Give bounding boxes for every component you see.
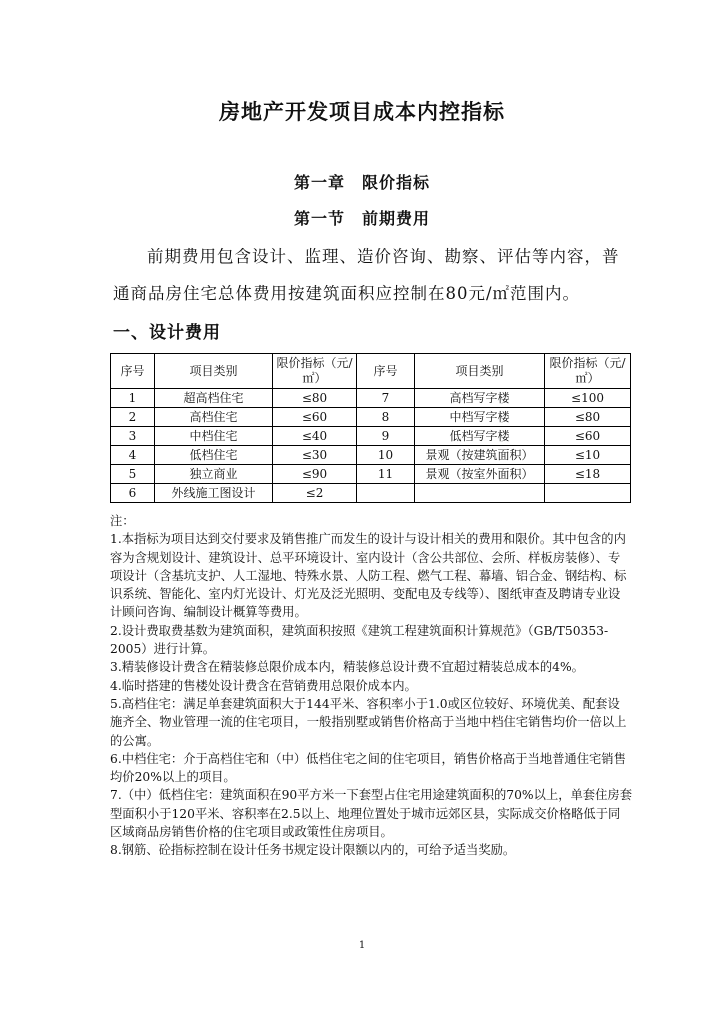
table-cell: 超高档住宅	[155, 389, 273, 408]
page-number: 1	[358, 940, 366, 951]
table-row	[111, 446, 631, 465]
notes-label: 注：	[110, 514, 135, 528]
note-item: 4.临时搭建的售楼处设计费含在营销费用总限价成本内。	[110, 678, 417, 693]
table-cell: ≤2	[273, 484, 357, 503]
design-fee-table	[110, 353, 631, 503]
table-row	[111, 408, 631, 427]
header-limit: 限价指标（元/㎡）	[273, 354, 357, 389]
table-cell: 2	[111, 408, 155, 427]
header-category: 项目类别	[415, 354, 545, 389]
table-row	[111, 465, 631, 484]
table-row	[111, 427, 631, 446]
table-cell: ≤60	[273, 408, 357, 427]
table-cell: 独立商业	[155, 465, 273, 484]
note-item: 1.本指标为项目达到交付要求及销售推广而发生的设计与设计相关的费用和限价。其中包含的内容为含规划设计、建筑设计、总平环境设计、室内设计（含公共部位、会所、样板房装修）、专项设计（含基坑支护、人工湿地、特殊水景、人防工程、燃气工程、幕墙、铝合金、钢结构、标识系统、智能化、室内灯光设计、灯光及泛光照明、变配电及专线等）、图纸审查及聘请专业设计顾问咨询、编制设计概算等费用。	[110, 532, 627, 620]
table-header-row	[111, 354, 631, 389]
table-cell: 景观（按室外面积）	[415, 465, 545, 484]
table-cell: 5	[111, 465, 155, 484]
table-cell	[545, 484, 631, 503]
table-cell: ≤80	[545, 408, 631, 427]
header-limit: 限价指标（元/㎡）	[545, 354, 631, 389]
note-item: 6.中档住宅：介于高档住宅和（中）低档住宅之间的住宅项目，销售价格高于当地普通住宅销售均价20%以上的项目。	[110, 751, 626, 785]
table-cell: 外线施工图设计	[155, 484, 273, 503]
chapter-heading: 第一章 限价指标	[293, 173, 430, 192]
table-cell: 9	[357, 427, 415, 446]
header-index: 序号	[357, 354, 415, 389]
table-cell: ≤18	[545, 465, 631, 484]
note-item: 3.精装修设计费含在精装修总限价成本内，精装修总设计费不宜超过精装总成本的4%。	[110, 660, 584, 675]
table-cell: 低档住宅	[155, 446, 273, 465]
table-cell: 3	[111, 427, 155, 446]
table-cell: 7	[357, 389, 415, 408]
header-category: 项目类别	[155, 354, 273, 389]
table-cell: ≤90	[273, 465, 357, 484]
table-cell: 8	[357, 408, 415, 427]
table-cell	[415, 484, 545, 503]
note-item: 8.钢筋、砼指标控制在设计任务书规定设计限额以内的，可给予适当奖励。	[110, 843, 516, 858]
table-cell: 中档住宅	[155, 427, 273, 446]
notes-block	[110, 512, 632, 860]
table-cell: ≤40	[273, 427, 357, 446]
table-cell: 中档写字楼	[415, 408, 545, 427]
table-cell: ≤100	[545, 389, 631, 408]
table-cell: 10	[357, 446, 415, 465]
table-cell: 高档写字楼	[415, 389, 545, 408]
table-cell: ≤60	[545, 427, 631, 446]
note-item: 7.（中）低档住宅：建筑面积在90平方米一下套型占住宅用途建筑面积的70%以上，单套住房套型面积小于120平米、容积率在2.5以上、地理位置处于城市远郊区县，实际成交价格略低于同区域商品房销售价格的住宅项目或政策性住房项目。	[110, 788, 632, 840]
document-title: 房地产开发项目成本内控指标	[219, 99, 505, 124]
table-cell: 1	[111, 389, 155, 408]
intro-paragraph: 前期费用包含设计、监理、造价咨询、勘察、评估等内容，普通商品房住宅总体费用按建筑面积应控制在80元/㎡范围内。	[113, 247, 620, 303]
section-heading: 第一节 前期费用	[293, 209, 430, 228]
table-row	[111, 389, 631, 408]
note-item: 2.设计费取费基数为建筑面积，建筑面积按照《建筑工程建筑面积计算规范》（GB/T50353-2005）进行计算。	[110, 623, 609, 657]
design-fee-subheading: 一、设计费用	[113, 323, 221, 343]
table-cell: 高档住宅	[155, 408, 273, 427]
table-cell	[357, 484, 415, 503]
table-cell: 11	[357, 465, 415, 484]
table-cell: 4	[111, 446, 155, 465]
note-item: 5.高档住宅：满足单套建筑面积大于144平米、容积率小于1.0或区位较好、环境优美、配套设施齐全、物业管理一流的住宅项目，一般指别墅或销售价格高于当地中档住宅销售均价一倍以上的公寓。	[110, 696, 627, 748]
table-cell: ≤10	[545, 446, 631, 465]
header-index: 序号	[111, 354, 155, 389]
table-row	[111, 484, 631, 503]
table-cell: 6	[111, 484, 155, 503]
table-cell: ≤30	[273, 446, 357, 465]
table-cell: 低档写字楼	[415, 427, 545, 446]
table-cell: 景观（按建筑面积）	[415, 446, 545, 465]
table-cell: ≤80	[273, 389, 357, 408]
